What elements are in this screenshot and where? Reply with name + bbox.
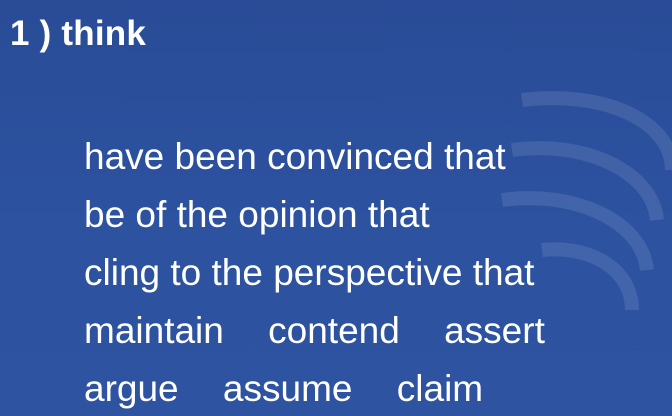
phrase-line: [84, 360, 545, 416]
phrase: cling to the perspective that: [84, 252, 535, 293]
phrase-line: [84, 302, 545, 360]
phrase: claim: [396, 368, 484, 409]
heading-word: think: [61, 14, 146, 53]
phrase: be of the opinion that: [84, 194, 430, 235]
phrase: argue: [84, 368, 179, 409]
phrase-line: [84, 186, 545, 244]
phrase: contend: [268, 310, 400, 351]
phrase-list: [84, 128, 545, 416]
phrase: maintain: [84, 310, 224, 351]
phrase-line: [84, 128, 545, 186]
phrase: assert: [444, 310, 545, 351]
slide-heading: [10, 14, 146, 54]
phrase: have been convinced that: [84, 136, 506, 177]
phrase: assume: [222, 368, 353, 409]
heading-number: 1 ): [10, 14, 52, 53]
phrase-line: [84, 244, 545, 302]
